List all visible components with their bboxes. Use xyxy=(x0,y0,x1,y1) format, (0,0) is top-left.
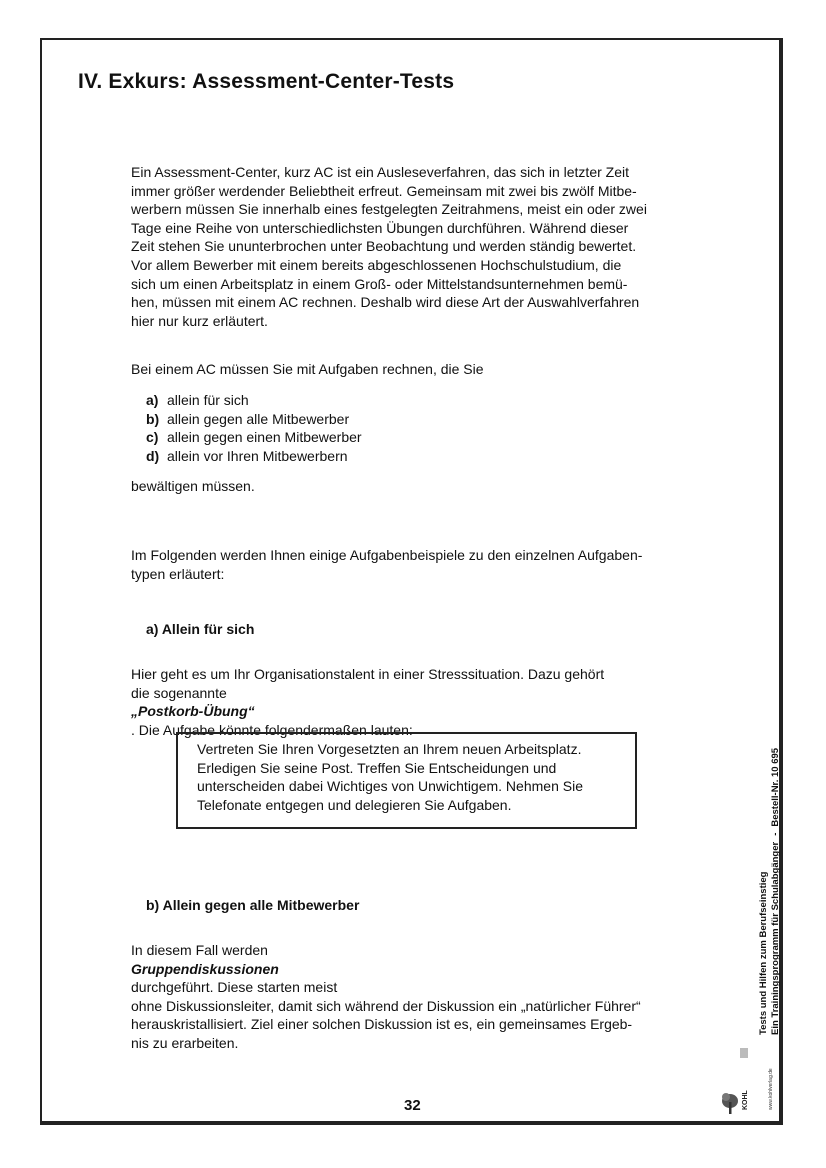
series-separator: - xyxy=(770,832,781,836)
series-title: Tests und Hilfen zum Berufseinstieg xyxy=(758,871,769,1035)
option-letter: c) xyxy=(146,429,159,446)
list-item xyxy=(146,410,362,429)
section-b-heading: b) Allein gegen alle Mitbewerber xyxy=(146,897,360,913)
section-a-line: Hier geht es um Ihr Organisationstalent in einer Stresssituation. Dazu gehört xyxy=(131,666,605,682)
intro-line: hen, müssen mit einem AC rechnen. Deshalb wird diese Art der Auswahlverfahren xyxy=(131,294,640,311)
page-heading: IV. Exkurs: Assessment-Center-Tests xyxy=(78,70,455,93)
section-b-line: ohne Diskussionsleiter, damit sich während der Diskussion ein „natürlicher Führer“ xyxy=(131,997,641,1014)
intro-line: Zeit stehen Sie ununterbrochen unter Beobachtung und werden ständig bewertet. xyxy=(131,238,637,255)
option-letter: d) xyxy=(146,447,160,464)
examples-intro-line: typen erläutert: xyxy=(131,565,225,582)
list-item xyxy=(146,428,362,447)
intro-line: Tage eine Reihe von unterschiedlichsten Übungen durchführen. Während dieser xyxy=(131,219,629,236)
list-item xyxy=(146,447,362,466)
list-item xyxy=(146,391,362,410)
publisher-url: www.kohlverlag.de xyxy=(768,1068,774,1110)
section-b-line: nis zu erarbeiten. xyxy=(131,1034,239,1051)
task-quote-box xyxy=(176,732,637,829)
section-a-line-end: . Die Aufgabe könnte folgendermaßen lauten: xyxy=(131,721,413,738)
series-subtitle-row xyxy=(770,748,782,1035)
quote-line: Vertreten Sie Ihren Vorgesetzten an Ihrem neuen Arbeitsplatz. xyxy=(197,741,582,757)
intro-paragraph xyxy=(131,163,706,330)
section-a-line xyxy=(131,684,604,740)
section-a-heading: a) Allein für sich xyxy=(146,621,255,637)
intro-line: sich um einen Arbeitsplatz in einem Groß- oder Mittelstandsunternehmen bemü- xyxy=(131,275,628,292)
option-text: allein vor Ihren Mitbewerbern xyxy=(167,447,348,464)
gruppendiskussionen-emphasis: Gruppendiskussionen xyxy=(131,960,279,977)
option-text: allein gegen alle Mitbewerber xyxy=(167,410,350,427)
intro-line: Vor allem Bewerber mit einem bereits abgeschlossenen Hochschulstudium, die xyxy=(131,256,622,273)
section-b-line: herauskristallisiert. Ziel einer solchen Diskussion ist es, ein gemeinsames Ergeb- xyxy=(131,1016,633,1033)
postkorb-emphasis: „Postkorb-Übung“ xyxy=(131,703,255,720)
section-b-line xyxy=(131,941,641,997)
quote-line: Erledigen Sie seine Post. Treffen Sie Entscheidungen und xyxy=(197,759,557,776)
intro-line: Ein Assessment-Center, kurz AC ist ein Ausleseverfahren, das sich in letzter Zeit xyxy=(131,164,629,180)
quote-line: unterscheiden dabei Wichtiges von Unwichtigem. Nehmen Sie xyxy=(197,778,583,795)
option-letter: b) xyxy=(146,410,160,427)
task-options-list xyxy=(146,391,362,465)
section-b-line-start: In diesem Fall werden xyxy=(131,942,268,958)
section-a-paragraph xyxy=(131,665,604,739)
publisher-logo-icon xyxy=(720,1046,782,1116)
examples-intro-paragraph xyxy=(131,546,642,583)
publisher-name: KOHL xyxy=(742,1090,749,1110)
page-number: 32 xyxy=(404,1097,421,1114)
quote-line: Telefonate entgegen und delegieren Sie Aufgaben. xyxy=(197,796,512,813)
side-series-label xyxy=(758,748,782,1035)
option-text: allein gegen einen Mitbewerber xyxy=(167,429,362,446)
examples-intro-line: Im Folgenden werden Ihnen einige Aufgabenbeispiele zu den einzelnen Aufgaben- xyxy=(131,547,643,563)
series-subtitle: Ein Trainingsprogramm für Schulabgänger xyxy=(770,841,781,1035)
must-text: bewältigen müssen. xyxy=(131,478,255,494)
section-a-line-start: die sogenannte xyxy=(131,684,227,701)
option-text: allein für sich xyxy=(167,392,249,408)
intro-line: hier nur kurz erläutert. xyxy=(131,312,268,329)
publisher-logo xyxy=(720,1046,782,1116)
ac-lead-text: Bei einem AC müssen Sie mit Aufgaben rechnen, die Sie xyxy=(131,361,484,377)
order-number: Bestell-Nr. 10 695 xyxy=(770,747,781,827)
option-letter: a) xyxy=(146,392,159,408)
intro-line: werbern müssen Sie innerhalb eines festgelegten Zeitrahmens, meist ein oder zwei xyxy=(131,201,647,218)
intro-line: immer größer werdender Beliebtheit erfreut. Gemeinsam mit zwei bis zwölf Mitbe- xyxy=(131,182,637,199)
section-b-line-end: durchgeführt. Diese starten meist xyxy=(131,979,338,996)
section-b-paragraph xyxy=(131,941,641,1053)
